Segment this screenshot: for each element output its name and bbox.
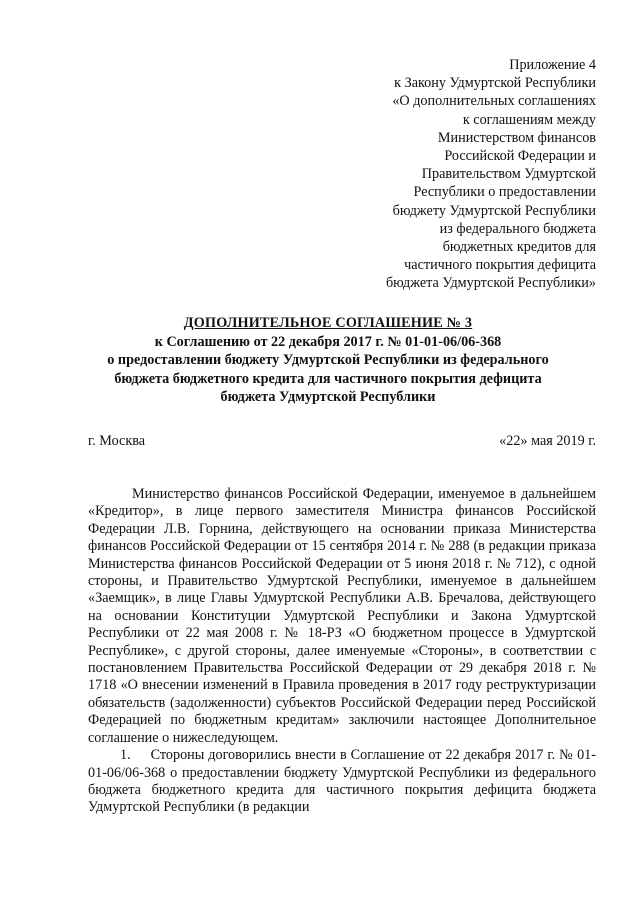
annex-line: бюджетных кредитов для bbox=[442, 239, 596, 256]
agreement-subtitle-line: о предоставлении бюджету Удмуртской Республики из федерального bbox=[107, 352, 549, 369]
date-label: «22» мая 2019 г. bbox=[499, 433, 596, 449]
clause-1-paragraph: 1. Стороны договорились внести в Соглашение от 22 декабря 2017 г. № 01-01-06/06-368 о предоставлении бюджету Удмуртской Республики из федерального бюджета бюджетного кредита для частичного покрытия дефицита бюджета Удмуртской Республики (в редакции bbox=[88, 747, 596, 816]
place-label: г. Москва bbox=[88, 433, 146, 449]
annex-line: бюджету Удмуртской Республики bbox=[392, 202, 596, 219]
agreement-title: ДОПОЛНИТЕЛЬНОЕ СОГЛАШЕНИЕ № 3 bbox=[183, 315, 473, 331]
agreement-subtitle-line: бюджета бюджетного кредита для частичного покрытия дефицита bbox=[114, 370, 542, 387]
annex-line: бюджета Удмуртской Республики» bbox=[385, 275, 596, 292]
annex-line: Приложение 4 bbox=[509, 57, 596, 73]
document-body bbox=[88, 486, 596, 817]
agreement-heading bbox=[60, 314, 596, 407]
annex-line: Республики о предоставлении bbox=[413, 184, 596, 201]
annex-line: к соглашениям между bbox=[462, 111, 596, 128]
annex-line: из федерального бюджета bbox=[439, 220, 596, 237]
annex-line: Российской Федерации и bbox=[444, 148, 596, 165]
annex-block bbox=[386, 56, 596, 293]
annex-line: Правительством Удмуртской bbox=[421, 166, 596, 183]
place-date-row bbox=[88, 432, 596, 450]
annex-line: частичного покрытия дефицита bbox=[404, 257, 596, 274]
agreement-subtitle-line: бюджета Удмуртской Республики bbox=[220, 389, 436, 406]
annex-line: к Закону Удмуртской Республики bbox=[394, 75, 596, 92]
annex-line: «О дополнительных соглашениях bbox=[392, 93, 596, 110]
intro-paragraph: Министерство финансов Российской Федерации, именуемое в дальнейшем «Кредитор», в лице первого заместителя Министра финансов Российской Федерации Л.В. Горнина, действующего на основании приказа Министерства финансов Российской Федерации от 15 сентября 2014 г. № 288 (в редакции приказа Министерства финансов Российской Федерации от 5 июня 2018 г. № 712), с одной стороны, и Правительство Удмуртской Республики, именуемое в дальнейшем «Заемщик», в лице Главы Удмуртской Республики А.В. Бречалова, действующего на основании Конституции Удмуртской Республики и Закона Удмуртской Республики от 22 мая 2008 г. № 18-РЗ «О бюджетном процессе в Удмуртской Республике», с другой стороны, далее именуемые «Стороны», в соответствии с постановлением Правительства Российской Федерации от 29 декабря 2018 г. № 1718 «О внесении изменений в Правила проведения в 2017 году реструктуризации обязательств (задолженности) субъектов Российской Федерации перед Российской Федерацией по бюджетным кредитам» заключили настоящее Дополнительное соглашение о нижеследующем. bbox=[88, 486, 596, 746]
agreement-subtitle-line: к Соглашению от 22 декабря 2017 г. № 01-01-06/06-368 bbox=[154, 333, 502, 350]
annex-line: Министерством финансов bbox=[437, 129, 596, 146]
